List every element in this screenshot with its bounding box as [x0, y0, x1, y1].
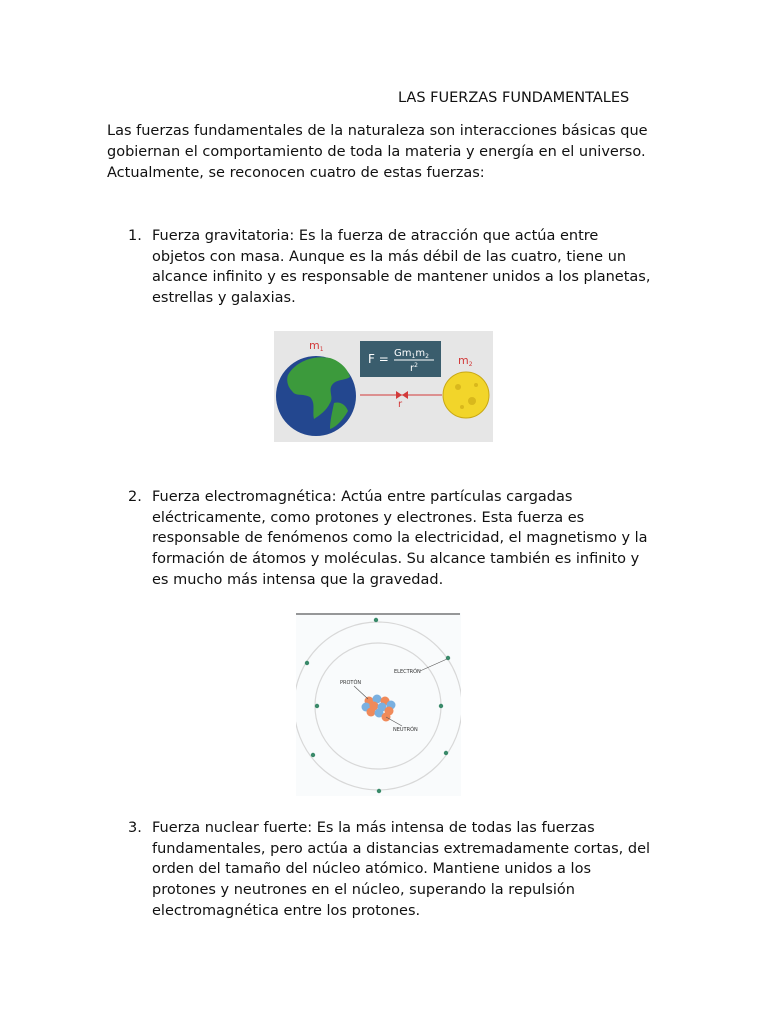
- electron-dot: [377, 789, 381, 793]
- intro-paragraph: Las fuerzas fundamentales de la naturaleza son interacciones básicas que gobiernan el comportamiento de toda la materia y energía en el universo. Actualmente, se reconocen cuatro de estas fuerzas:: [107, 123, 648, 181]
- electron-dot: [305, 661, 309, 665]
- mass2-label: m2: [458, 354, 473, 368]
- atom-figure: [296, 613, 461, 796]
- list-number: 3.: [128, 820, 142, 836]
- list-item-electromagnetic: [128, 487, 652, 591]
- neutron-label: NEUTRÓN: [393, 727, 418, 733]
- list-number: 1.: [128, 228, 142, 244]
- formula-box: [360, 341, 441, 377]
- electron-label: ELECTRÓN: [394, 669, 421, 675]
- electron-dot: [311, 753, 315, 757]
- mass1-label: m1: [309, 339, 324, 353]
- moon-icon: [443, 372, 489, 418]
- list-item-text: Fuerza nuclear fuerte: Es la más intensa de todas las fuerzas fundamentales, pero actúa a distancias extremadamente cortas, del orden del tamaño del núcleo atómico. Mantiene unidos a los protones y neutrones en el núcleo, superando la repulsión electromagnética entre los protones.: [152, 820, 651, 919]
- electron-dot: [444, 751, 448, 755]
- page-title: LAS FUERZAS FUNDAMENTALES: [398, 90, 630, 106]
- list-item-text: Fuerza electromagnética: Actúa entre partículas cargadas eléctricamente, como protones y electrones. Esta fuerza es responsable de fenómenos como la electricidad, el magnetismo y la formación de átomos y moléculas. Su alcance también es infinito y es mucho más intensa que la gravedad.: [152, 489, 648, 588]
- gravity-figure: [274, 331, 493, 442]
- formula-denominator: $r^2$: [410, 362, 418, 374]
- list-number: 2.: [128, 489, 142, 505]
- list-item-text: Fuerza gravitatoria: Es la fuerza de atracción que actúa entre objetos con masa. Aunque es la más débil de las cuatro, tiene un alcance infinito y es responsable de mantener unidos a los planetas, estrellas y galaxias.: [152, 228, 651, 307]
- electron-dot: [315, 704, 319, 708]
- electron-dot: [439, 704, 443, 708]
- proton-label: PROTÓN: [340, 680, 362, 686]
- earth-icon: [276, 356, 356, 436]
- list-item-gravity: [128, 226, 652, 309]
- formula-lhs: F =: [368, 352, 389, 366]
- electron-dot: [374, 618, 378, 622]
- distance-label: r: [398, 399, 403, 410]
- formula-numerator: $Gm_1m_2$: [394, 348, 429, 360]
- list-item-strong-nuclear: [128, 818, 652, 922]
